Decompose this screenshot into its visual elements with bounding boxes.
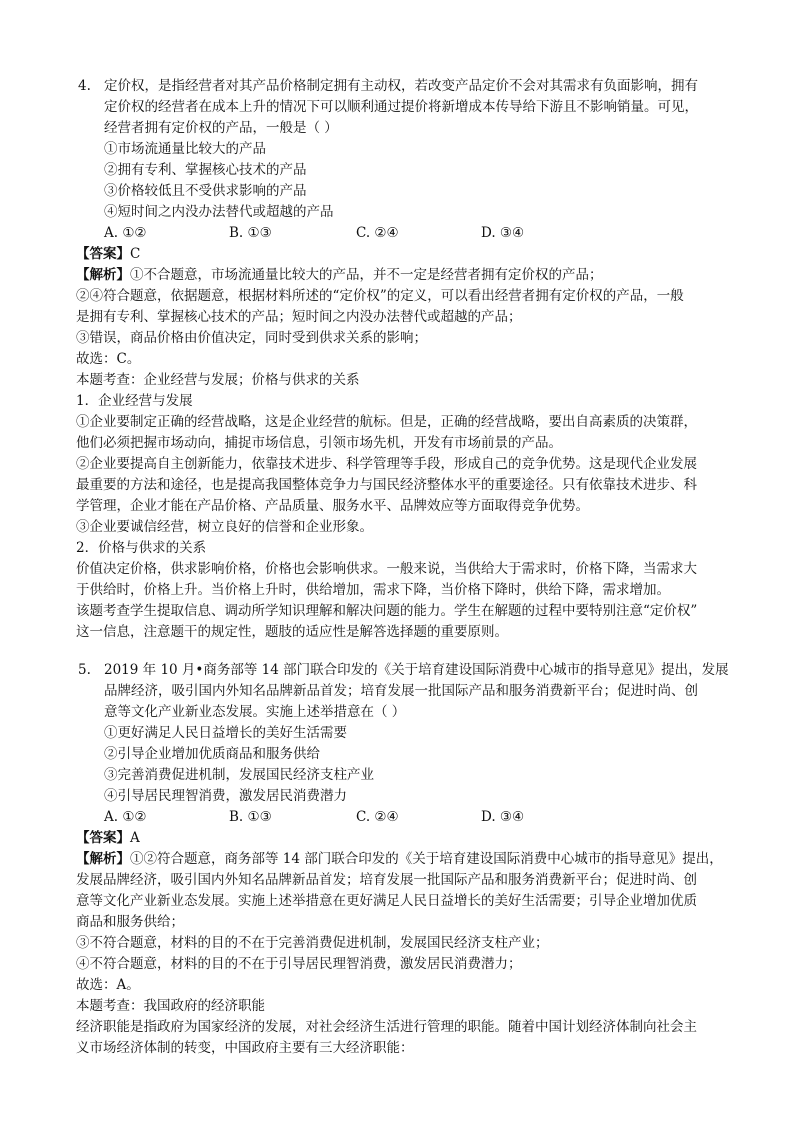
q5-item: ③完善消费促进机制，发展国民经济支柱产业	[104, 767, 374, 783]
analysis-line: 故选：A。	[76, 977, 140, 993]
q4-analysis-first	[76, 265, 603, 286]
analysis-line: ①不合题意，市场流通量比较大的产品，并不一定是经营者拥有定价权的产品；	[130, 267, 603, 283]
q5-item: ②引导企业增加优质商品和服务供给	[104, 746, 320, 762]
answer-value: A	[130, 830, 140, 846]
analysis-line: ②④符合题意，依据题意，根据材料所述的“定价权”的定义，可以看出经营者拥有定价权的产品，一般	[76, 288, 684, 304]
analysis-line: 意等文化产业新业态发展。实施上述举措意在更好满足人民日益增长的美好生活需要；引导企业增加优质	[76, 893, 697, 909]
q5-choice-a: A. ①②	[104, 809, 147, 825]
q4-stem-line: 定价权，是指经营者对其产品价格制定拥有主动权，若改变产品定价不会对其需求有负面影响，拥有	[104, 78, 698, 94]
analysis-line: 商品和服务供给；	[76, 914, 184, 930]
q5-answer	[76, 828, 140, 849]
analysis-line: 发展品牌经济，吸引国内外知名品牌新品首发；培育发展一批国际产品和服务消费新平台；促进时尚、创	[76, 872, 697, 888]
q5-item: ①更好满足人民日益增长的美好生活需要	[104, 725, 347, 741]
q5-number: 5.	[78, 662, 91, 678]
analysis-tag: 【解析】	[76, 851, 130, 867]
analysis-line: 他们必须把握市场动向，捕捉市场信息，引领市场先机，开发有市场前景的产品。	[76, 435, 562, 451]
analysis-line: 1．企业经营与发展	[76, 393, 193, 409]
q4-number: 4.	[78, 78, 91, 94]
analysis-line: ②企业要提高自主创新能力，依靠技术进步、科学管理等手段，形成自己的竞争优势。这是现代企业发展	[76, 456, 697, 472]
q5-stem-line: 2019 年 10 月•商务部等 14 部门联合印发的《关于培育建设国际消费中心城市的指导意见》提出，发展	[104, 662, 729, 678]
analysis-line: ③企业要诚信经营，树立良好的信誉和企业形象。	[76, 519, 373, 535]
analysis-line: 2．价格与供求的关系	[76, 540, 207, 556]
analysis-line: 学管理，企业才能在产品价格、产品质量、服务水平、品牌效应等方面取得竞争优势。	[76, 498, 589, 514]
analysis-tag: 【解析】	[76, 267, 130, 283]
analysis-line: 本题考查：我国政府的经济职能	[76, 998, 265, 1014]
q4-item: ③价格较低且不受供求影响的产品	[104, 183, 307, 199]
analysis-line: ①②符合题意，商务部等 14 部门联合印发的《关于培育建设国际消费中心城市的指导意见》提出，	[130, 851, 723, 867]
analysis-line: 经济职能是指政府为国家经济的发展，对社会经济生活进行管理的职能。随着中国计划经济体制向社会主	[76, 1019, 697, 1035]
q4-item: ④短时间之内没办法替代或超越的产品	[104, 204, 334, 220]
q5-stem-line: 品牌经济，吸引国内外知名品牌新品首发；培育发展一批国际产品和服务消费新平台；促进时尚、创	[104, 683, 698, 699]
analysis-line: 该题考查学生提取信息、调动所学知识理解和解决问题的能力。学生在解题的过程中要特别注意“定价权”	[76, 603, 698, 619]
q4-stem-line: 定价权的经营者在成本上升的情况下可以顺利通过提价将新增成本传导给下游且不影响销量。可见，	[104, 99, 698, 115]
analysis-line: 故选：C。	[76, 351, 141, 367]
analysis-line: ④不符合题意，材料的目的不在于引导居民理智消费，激发居民消费潜力；	[76, 956, 522, 972]
analysis-line: ③错误，商品价格由价值决定，同时受到供求关系的影响；	[76, 330, 427, 346]
q4-item: ①市场流通量比较大的产品	[104, 141, 266, 157]
analysis-line: 这一信息，注意题干的规定性，题肢的适应性是解答选择题的重要原则。	[76, 624, 508, 640]
analysis-line: 价值决定价格，供求影响价格，价格也会影响供求。一般来说，当供给大于需求时，价格下降，当需求大	[76, 561, 697, 577]
analysis-line: 本题考查：企业经营与发展；价格与供求的关系	[76, 372, 360, 388]
q4-choice-a: A. ①②	[104, 225, 147, 241]
answer-value: C	[130, 246, 141, 262]
q5-stem-line: 意等文化产业新业态发展。实施上述举措意在（ ）	[104, 704, 406, 720]
q5-analysis-first	[76, 849, 723, 870]
q5-choice-c: C. ②④	[356, 809, 399, 825]
q4-item: ②拥有专利、掌握核心技术的产品	[104, 162, 307, 178]
answer-tag: 【答案】	[76, 830, 130, 846]
q4-choice-c: C. ②④	[356, 225, 399, 241]
analysis-line: 最重要的方法和途径，也是提高我国整体竞争力与国民经济整体水平的重要途径。只有依靠技术进步、科	[76, 477, 697, 493]
q4-choice-b: B. ①③	[229, 225, 272, 241]
q4-answer	[76, 244, 140, 265]
q4-choice-d: D. ③④	[481, 225, 525, 241]
analysis-line: 是拥有专利、掌握核心技术的产品；短时间之内没办法替代或超越的产品；	[76, 309, 522, 325]
q5-item: ④引导居民理智消费，激发居民消费潜力	[104, 788, 347, 804]
analysis-line: ③不符合题意，材料的目的不在于完善消费促进机制，发展国民经济支柱产业；	[76, 935, 549, 951]
q5-choice-b: B. ①③	[229, 809, 272, 825]
q4-stem-line: 经营者拥有定价权的产品，一般是（ ）	[104, 120, 338, 136]
analysis-line: ①企业要制定正确的经营战略，这是企业经营的航标。但是，正确的经营战略，要出自高素质的决策群，	[76, 414, 697, 430]
analysis-line: 于供给时，价格上升。当价格上升时，供给增加，需求下降，当价格下降时，供给下降，需求增加。	[76, 582, 670, 598]
analysis-line: 义市场经济体制的转变，中国政府主要有三大经济职能：	[76, 1040, 414, 1056]
answer-tag: 【答案】	[76, 246, 130, 262]
q5-choice-d: D. ③④	[481, 809, 525, 825]
